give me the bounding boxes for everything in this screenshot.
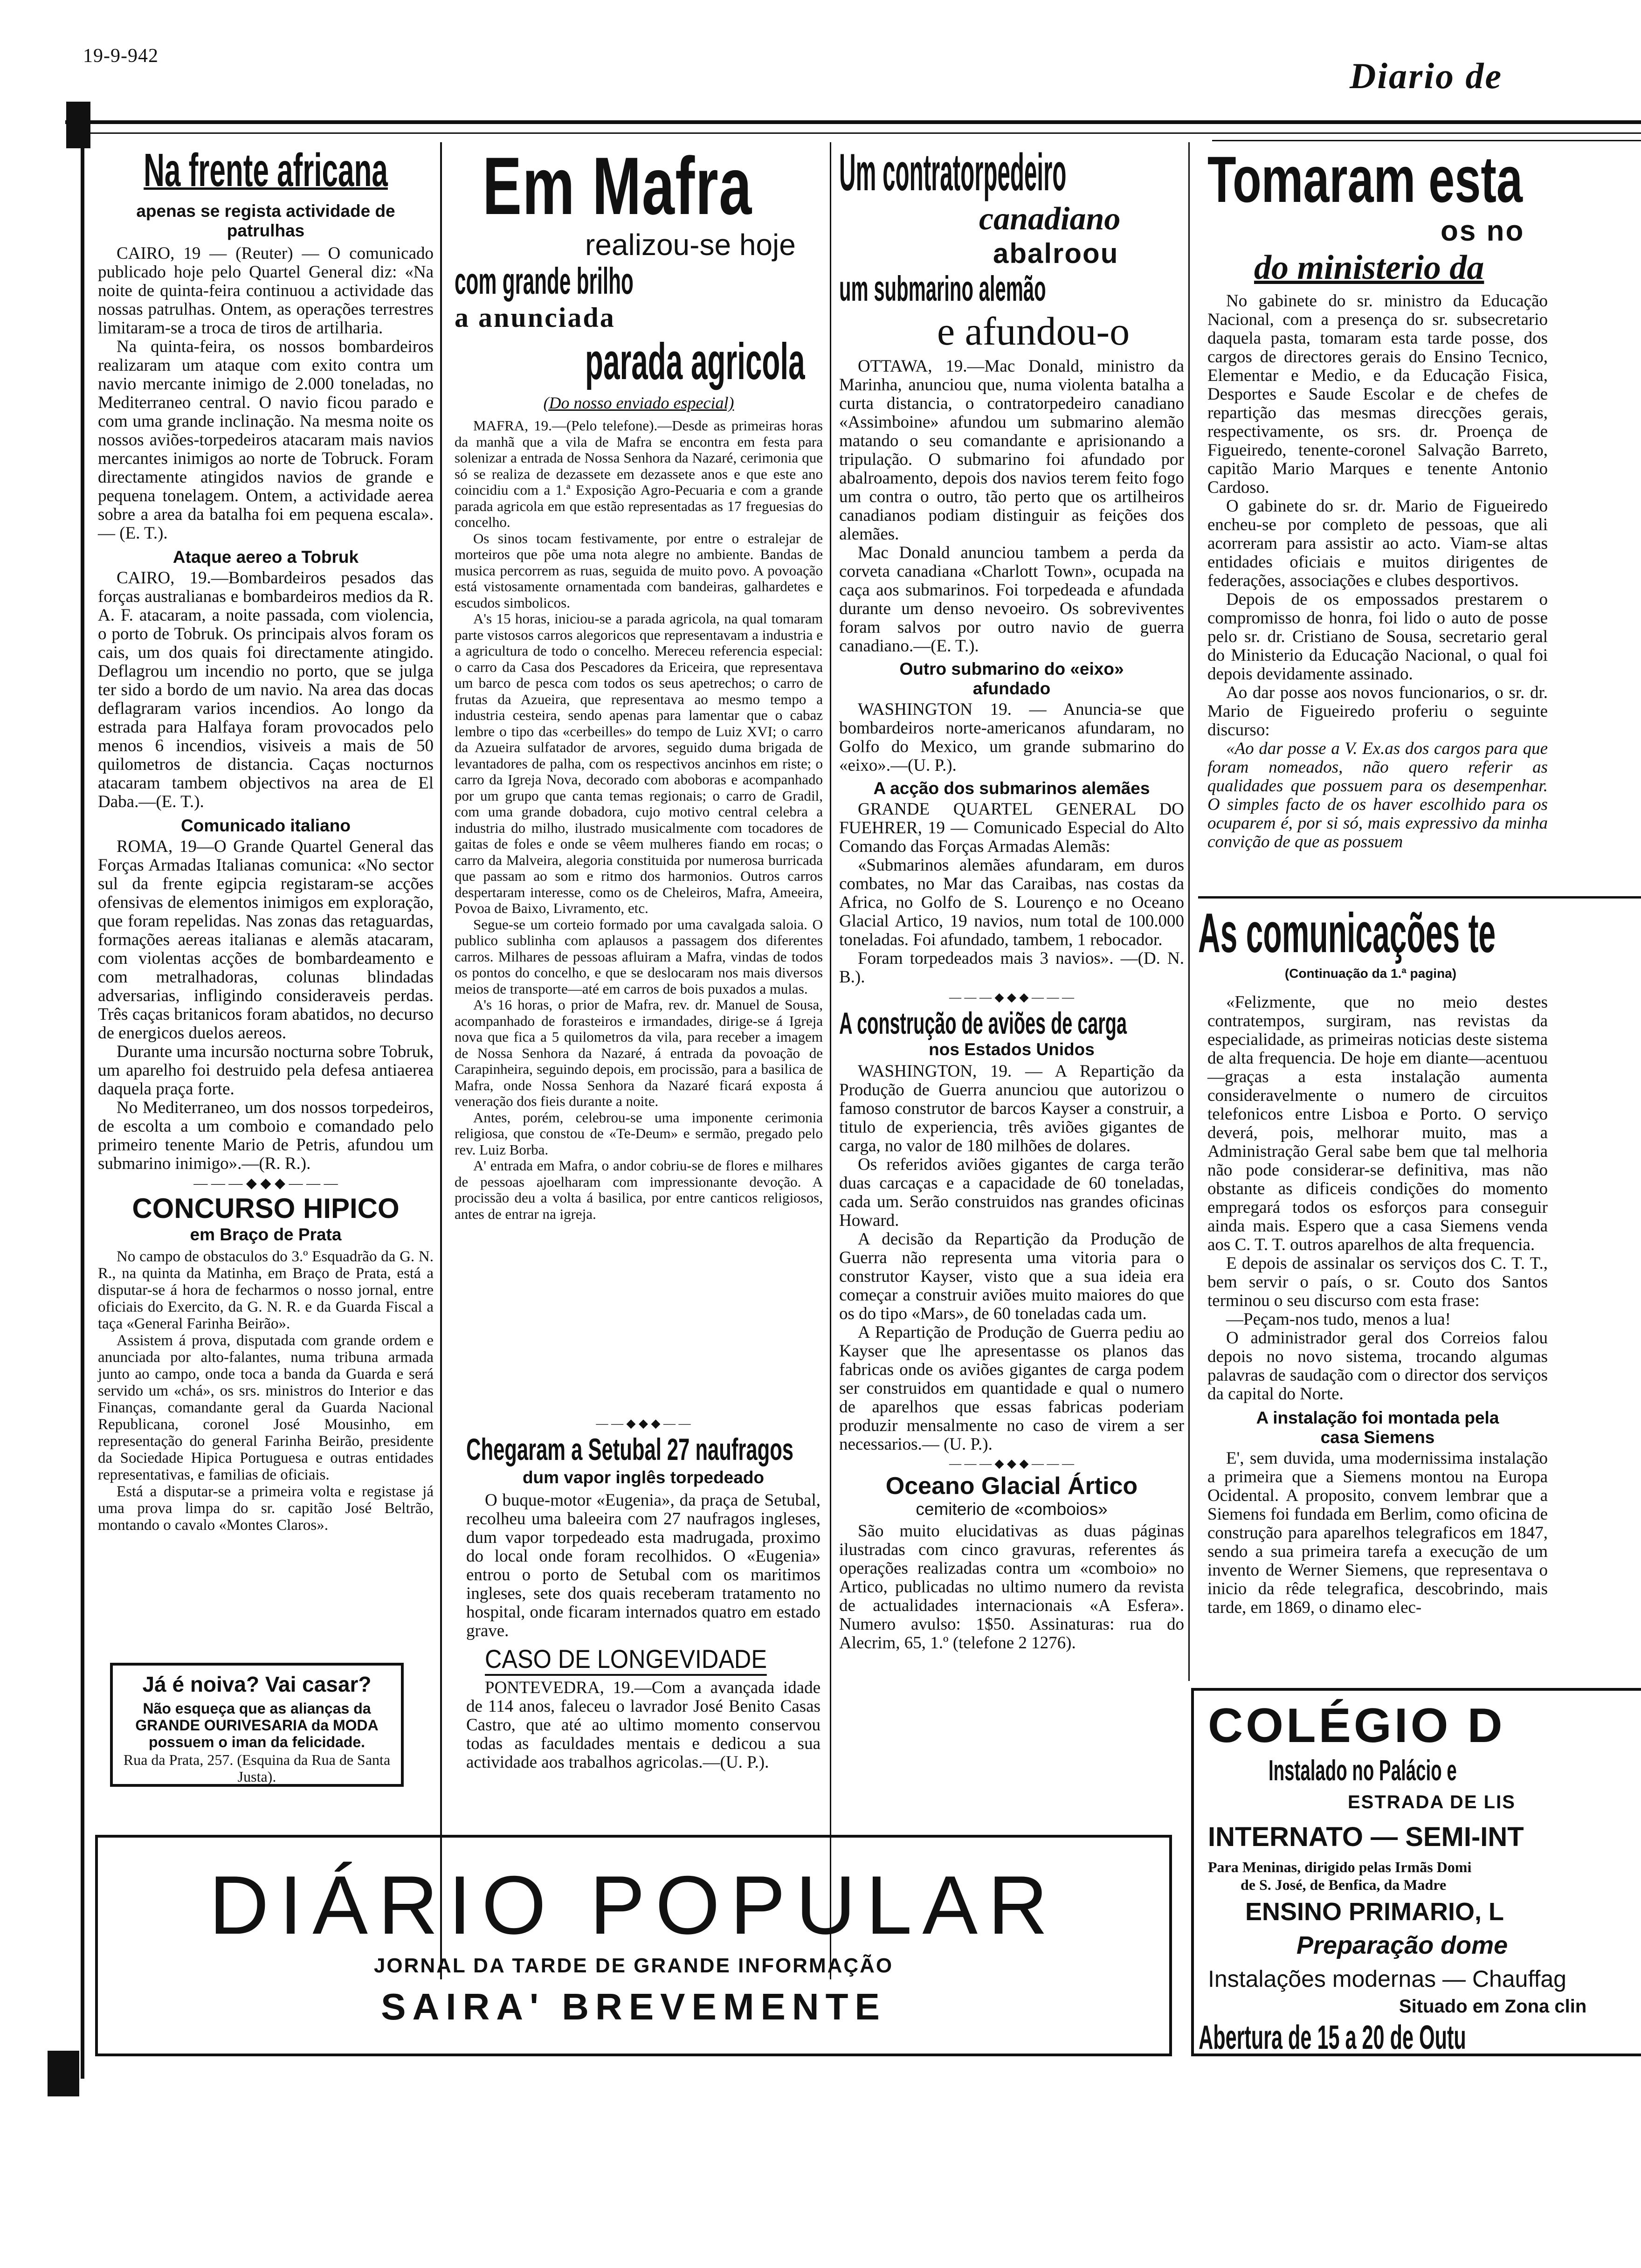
headline-longevidade: CASO DE LONGEVIDADE <box>485 1644 767 1676</box>
colegio-line-7: Preparação dome <box>1296 1931 1508 1959</box>
article-mafra: MAFRA, 19.—(Pelo telefone).—Desde as primeiras horas da manhã que a vila de Mafra se encontra em festa para solenizar a entrada de Nossa Senhora da Nazaré, cerimonia que só se realiza de dezassete em dezassete anos e que este ano coincidiu com a 1.ª Exposição Agro-Pecuaria e com a grande parada agricola em que estão representadas as 17 freguesias do concelho. Os sinos tocam festivamente, por entre o estralejar de morteiros que põe uma nota alegre no ambiente. Bandas de musica percorrem as ruas, seguida de muito povo. A povoação está vistosamente ornamentada com bandeiras, galhardetes e escudos simbolicos. A's 15 horas, iniciou-se a parada agricola, na qual tomaram parte vistosos carros alegoricos que representavam a industria e a agricultura de todo o concelho. Mereceu referencia especial: o carro da Casa dos Pescadores da Ericeira, que representava um barco de pesca com todos os seus apetrechos; o carro de frutas da Azueira, que representava ao mesmo tempo a industria cesteira, sendo apenas para lamentar que o cabaz lembre o tipo das «cerbeilles» do tempo de Luiz XVI; o carro da Azueira sulfatador de arvores, seguido duma brigada de levantadores de palha, com os respectivos ancinhos em riste; o carro da Igreja Nova, decorado com aboboras e acompanhado por um grupo que canta temas regionais; o carro de Gradil, com uma grande dobadora, cujo motivo central celebra a industria do milho, ilustrado musicalmente com tocadores de gaitas de foles e onde se vêem mulheres fiando em rocas; o carro da Malveira, alegoria constituida por numerosa burricada que passam ao som e ritmo dos harmonios. Outros carros despertaram interesse, como os de Cheleiros, Mafra, Ameeira, Povoa de Baixo, Livramento, etc. Segue-se um corteio formado por uma cavalgada saloia. O publico sublinha com aplausos a passagem dos diferentes carros. Milhares de pessoas afluiram a Mafra, vindas de todos os pontos do concelho, e que se deslocaram nos mais diversos meios de transporte—até em carros de bois puxados a mulas. A's 16 horas, o prior de Mafra, rev. dr. Manuel de Sousa, acompanhado de forasteiros e irmandades, dirige-se á Igreja nova que fica a 5 quilometros da vila, para receber a imagem de Nossa Senhora da Nazaré, á entrada da povoação de Carapinheira, seguindo depois, em procissão, para a basilica de Mafra, onde Nossa Senhora da Nazaré ficará exposta á veneração dos fieis durante a noite. Antes, porém, celebrou-se uma imponente cerimonia religiosa, que constou de «Te-Deum» e sermão, pregado pelo rev. Luiz Borba. A' entrada em Mafra, o andor cobriu-se de flores e milhares de pessoas ajoelharam com impressionante devoção. A procissão deu a volta á basilica, por entre canticos religiosos, antes de entrar na igreja. <box>455 417 823 1222</box>
colegio-line-10: Abertura de 15 a 20 de Outu <box>1199 2019 1466 2056</box>
headline-setubal: Chegaram a Setubal 27 naufragos <box>466 1432 794 1466</box>
diario-popular-title: DIÁRIO POPULAR <box>209 1859 1058 1951</box>
colegio-line-6: ENSINO PRIMARIO, L <box>1245 1898 1504 1926</box>
page-date: 19-9-942 <box>83 45 159 67</box>
article-comunicacoes: «Felizmente, que no meio destes contratempos, surgiram, nas revistas da especialidade, as primeiras noticias deste sistema de alta frequencia. De hoje em diante—acentuou—graças a esta instalação aumenta consideravelmente o numero de circuitos telefonicos entre Lisboa e Porto. O serviço deverá, pois, melhorar muito, mas a Administração Geral sabe bem que tal melhoria não pode considerar-se definitiva, mas não obstante as dificeis condições do momento empregará todos os esforços para conseguir ainda mais. Espero que a casa Siemens venda aos C. T. T. outros aparelhos de alta frequencia. E depois de assinalar os serviços dos C. T. T., bem servir o país, o sr. Couto dos Santos terminou o seu discurso com esta frase: —Peçam-nos tudo, menos a lua! O administrador geral dos Correios falou depois no novo sistema, trocando algumas palavras de saudação com o director dos serviços da capital do Norte. A instalação foi montada pela casa Siemens E', sem duvida, uma modernissima instalação a primeira que a Siemens montou na Europa Ocidental. A proposito, convem lembrar que a Siemens foi fundada em Berlim, como oficina de construção para aparelhos telegraficos em 1847, sendo a sua primeira tarefa a execução de um invento de Werner Siemens, que representava o inicio da rêde telegrafica, descobrindo, mais tarde, em 1869, o dinamo elec- <box>1207 993 1548 1617</box>
divider-ornament: — — — ◆ ◆ ◆ — — — <box>193 1175 338 1191</box>
subhead-siemens: A instalação foi montada pela casa Siemens <box>1256 1408 1499 1447</box>
headline-avioes: A construção de aviões de carga <box>839 1006 1127 1040</box>
colegio-line-5: de S. José, de Benfica, da Madre <box>1241 1876 1447 1893</box>
subhead-eixo: Outro submarino do «eixo» afundado <box>899 659 1124 698</box>
colegio-line-3: INTERNATO — SEMI-INT <box>1208 1822 1524 1852</box>
subhead-avioes: nos Estados Unidos <box>929 1040 1095 1059</box>
colegio-line-4: Para Meninas, dirigido pelas Irmãs Domi <box>1208 1859 1472 1875</box>
headline-africa: Na frente africana <box>144 144 388 196</box>
article-ottawa: OTTAWA, 19.—Mac Donald, ministro da Marinha, anunciou que, numa violenta batalha a curta distancia, o contratorpedeiro canadiano «Assimboine» afundou um submarino alemão matando o seu comandante e aprisionando a tripulação. O submarino foi afundado por abalroamento, depois dos navios terem feito fogo um contra o outro, tão perto que os artilheiros canadianos podiam distinguir as feições dos alemães. Mac Donald anunciou tambem a perda da corveta canadiana «Charlott Town», ocupada na caça aos submarinos. Foi torpedeada e afundada durante um denso nevoeiro. Os sobreviventes foram salvos por outro navio de guerra canadiano.—(E. T.). <box>839 357 1184 656</box>
subhead-submarinos-alemaes: A acção dos submarinos alemães <box>873 779 1150 798</box>
headline-mafra: Em Mafra <box>483 141 752 232</box>
article-setubal: O buque-motor «Eugenia», da praça de Setubal, recolheu uma baleeira com 27 naufragos ingleses, dum vapor torpedeado esta madrugada, proximo do local onde foram recolhidos. O «Eugenia» entrou o porto de Setubal com os maritimos ingleses, sete dos quais receberam tratamento no hospital, onde ficaram internados quatro em estado grave. <box>466 1491 820 1640</box>
article-tobruk: CAIRO, 19.—Bombardeiros pesados das forças australianas e bombardeiros medios da R. A. F. atacaram, a noite passada, com violencia, o porto de Tobruk. Os principais alvos foram os cais, um dos quais foi directamente atingido. Deflagrou um incendio no porto, que se julga ter sido a bordo de um navio. Na area das docas deflagraram varios incendios. Ao longo da estrada para Halfaya foram provocados pelo menos 6 incendios, visiveis a mais de 50 quilometros de distancia. Caças nocturnos atacaram tambem objectivos na area de El Daba.—(E. T.). <box>98 568 434 811</box>
ad-ourivesaria <box>110 1663 404 1787</box>
concurso-subhead: em Braço de Prata <box>190 1225 342 1244</box>
left-border <box>81 120 84 2079</box>
register-mark-bottom <box>48 2051 79 2096</box>
headline-afundou: e afundou-o <box>937 309 1130 353</box>
divider-ornament-2: — — ◆ ◆ ◆ — — <box>596 1417 691 1430</box>
top-rule-thin <box>82 132 1641 134</box>
colegio-line-1: Instalado no Palácio e <box>1269 1755 1457 1787</box>
subhead-tobruk: Ataque aereo a Tobruk <box>172 547 359 567</box>
column-2 <box>455 141 823 1222</box>
column-3 <box>839 145 1184 1653</box>
register-mark-top <box>66 102 90 148</box>
top-rule <box>65 120 1641 124</box>
headline-oceano: Oceano Glacial Ártico <box>885 1473 1138 1500</box>
headline-canadiano: canadiano <box>979 201 1121 237</box>
column-2-lower <box>466 1417 820 1772</box>
col-sep-1 <box>440 142 442 1979</box>
article-fuehrer: GRANDE QUARTEL GENERAL DO FUEHRER, 19 — Comunicado Especial do Alto Comando das Forças Armadas Alemãs: «Submarinos alemães afundaram, em duros combates, no Mar das Caraibas, nas costas da Africa, no Golfo de S. Lourenço e no Oceano Glacial Artico, 19 navios, num total de 100.000 toneladas. Foi afundado, tambem, 1 rebocador. Foram torpedeados mais 3 navios». —(D. N. B.). <box>839 800 1184 987</box>
article-washington: WASHINGTON 19. — Anuncia-se que bombardeiros norte-americanos afundaram, no Golfo do Mexico, um grande submarino do «eixo».—(U. P.). <box>839 700 1184 775</box>
article-italiano: ROMA, 19—O Grande Quartel General das Forças Armadas Italianas comunica: «No sector sul da frente egipcia registaram-se acções ofensivas de elementos inimigos em exploração, que foram repelidas. Nas zonas das retaguardas, formações aereas italianas e alemãs atacaram, com violentas acções de bombardeamento e com metralhadoras, colunas blindadas adversarias, infligindo consideraveis perdas. Três caças britanicos foram abatidos, no decurso de energicos duelos aereos. Durante uma incursão nocturna sobre Tobruk, um aparelho foi destruido pela defesa antiaerea daquela praça forte. No Mediterraneo, um dos nossos torpedeiros, de escolta a um comboio e comandado pelo primeiro tenente Mario de Petris, afundou um submarino inimigo».—(R. R.). <box>98 837 434 1173</box>
article-africa: CAIRO, 19 — (Reuter) — O comunicado publicado hoje pelo Quartel General diz: «Na noite de quinta-feira continuou a actividade das nossas patrulhas. Ontem, as operações terrestres limitaram-se a troca de tiros de artilharia. Na quinta-feira, os nossos bombardeiros realizaram um ataque com exito contra um navio mercante inimigo de 2.000 toneladas, no Mediterraneo central. O navio ficou parado e com uma grande inclinação. Na mesma noite os nossos aviões-torpedeiros atacaram mais navios mercantes inimigos ao norte de Tobruck. Foram directamente atingidos navios de grande e pequena tonelagem. Ontem, a actividade aerea sobre a area da batalha foi em pequena escala». — (E. T.). <box>98 244 434 543</box>
subhead-oceano: cemiterio de «comboios» <box>916 1500 1108 1519</box>
article-avioes: WASHINGTON, 19. — A Repartição da Produção de Guerra anunciou que autorizou o famoso construtor de barcos Kayser a construir, a titulo de experiencia, três aviões gigantes de carga, no valor de 180 milhões de dolares. Os referidos aviões gigantes de carga terão duas carcaças e a capacidade de 60 toneladas, cada um. Serão construidos nas grandes oficinas Howard. A decisão da Repartição da Produção de Guerra não representa uma vitoria para o construtor Kayser, visto que a sua ideia era começar a construir aviões muito maiores do que os do tipo «Mars», de 60 toneladas cada um. A Repartição de Produção de Guerra pediu ao Kayser que lhe apresentasse os planos das fabricas onde os aviões gigantes de carga podem ser construidos em quantidade e qual o numero de aparelhos que essas fabricas poderiam produzir mensalmente no caso de virem a ser necessarios.— (U. P.). <box>839 1062 1184 1454</box>
divider-ornament-4: — — — ◆ ◆ ◆ — — — <box>949 1457 1074 1470</box>
colegio-title: COLÉGIO D <box>1208 1699 1505 1753</box>
headline-comunicacoes: As comunicações te <box>1198 902 1496 964</box>
divider-ornament-3: — — — ◆ ◆ ◆ — — — <box>949 990 1074 1004</box>
subhead-continuacao: (Continuação da 1.ª pagina) <box>1284 966 1457 981</box>
headline-mafra-2: realizou-se hoje <box>585 228 796 262</box>
headline-os-no: os no <box>1441 215 1525 247</box>
article-oceano: São muito elucidativas as duas páginas ilustradas com cinco gravuras, referentes ás operações realizadas contra um «comboio» no Artico, publicadas no ultimo numero da revista de actualidades internacionais «A Esfera». Numero avulso: 1$50. Assinaturas: rua do Alecrim, 65, 1.º (telefone 2 1276). <box>839 1521 1184 1653</box>
article-posse: No gabinete do sr. ministro da Educação Nacional, com a presença do sr. subsecretario daquela pasta, tomaram esta tarde posse, dos cargos de directores gerais do Ensino Tecnico, Elementar e Medio, e da Educação Fisica, Desportes e Saude Escolar e de chefes de repartição das mesmas direcções gerais, respectivamente, os srs. dr. Proença de Figueiredo, tenente-coronel Salvação Barreto, capitão Mario Marques e tenente Antonio Cardoso. O gabinete do sr. dr. Mario de Figueiredo encheu-se por completo de pessoas, que ali acorreram para assistir ao acto. Viam-se altas entidades oficiais e muitos dirigentes de federações, associações e clubes desportivos. Depois de os empossados prestarem o compromisso de honra, foi lido o auto de posse pelo sr. dr. Cristiano de Sousa, secretario geral do Ministerio da Educação Nacional, o qual foi depois devidamente assinado. Ao dar posse aos novos funcionarios, o sr. dr. Mario de Figueiredo proferiu o seguinte discurso: «Ao dar posse a V. Ex.as dos cargos para que foram nomeados, não quero referir as qualidades que possuem para os desempenhar. O simples facto de os haver escolhido para os ocuparem é, por si só, mais expressivo da minha convição de que as possuem <box>1207 291 1548 851</box>
headline-mafra-5: parada agricola <box>585 333 805 390</box>
headline-tomaram: Tomaram esta <box>1207 145 1523 216</box>
colegio-line-2: ESTRADA DE LIS <box>1348 1792 1516 1812</box>
headline-ministerio: do ministerio da <box>1254 249 1484 287</box>
diario-popular-subtitle: JORNAL DA TARDE DE GRANDE INFORMAÇÃO <box>373 1954 894 1977</box>
column-4 <box>1198 145 1641 1683</box>
headline-abalroou: abalroou <box>993 238 1119 269</box>
diario-popular-tagline: SAIRA' BREVEMENTE <box>381 1986 886 2027</box>
ad-diario-popular <box>95 1835 1172 2056</box>
subhead-italiano: Comunicado italiano <box>181 816 351 835</box>
col-sep-2 <box>830 142 831 1979</box>
colegio-line-9: Situado em Zona clin <box>1399 1996 1587 2017</box>
headline-mafra-4: a anunciada <box>455 302 615 333</box>
masthead: Diario de <box>1350 55 1503 96</box>
concurso-title: CONCURSO HIPICO <box>132 1193 400 1224</box>
comunicacoes-rule <box>1198 896 1641 899</box>
ad-colegio <box>1191 1688 1641 2056</box>
headline-mafra-3: com grande brilho <box>455 260 634 302</box>
ad-ourivesaria-title: Já é noiva? Vai casar? <box>142 1672 372 1696</box>
ad-ourivesaria-body: Não esqueça que as alianças da GRANDE OURIVESARIA da MODA possuem o iman da felicidade. <box>135 1700 379 1750</box>
colegio-line-8: Instalações modernas — Chauffag <box>1208 1966 1566 1992</box>
col-sep-3 <box>1188 142 1190 1681</box>
byline-mafra: (Do nosso enviado especial) <box>543 394 734 412</box>
top-rule-thin-2 <box>1212 140 1641 141</box>
headline-submarino: um submarino alemão <box>839 269 1046 309</box>
ad-ourivesaria-address: Rua da Prata, 257. (Esquina da Rua de Santa Justa). <box>123 1751 391 1785</box>
subhead-setubal: dum vapor inglês torpedeado <box>522 1468 765 1487</box>
subhead-africa: apenas se regista actividade de patrulhas <box>136 201 395 240</box>
article-longevidade: PONTEVEDRA, 19.—Com a avançada idade de 114 anos, faleceu o lavrador José Benito Casas Castro, que até ao ultimo momento conservou todas as faculdades mentais e dedicou a sua actividade aos trabalhos agricolas.—(U. P.). <box>466 1678 820 1772</box>
column-1 <box>98 145 434 1534</box>
headline-contratorpedeiro: Um contratorpedeiro <box>839 143 1067 201</box>
article-concurso: No campo de obstaculos do 3.º Esquadrão da G. N. R., na quinta da Matinha, em Braço de Prata, está a disputar-se á hora de fecharmos o nosso jornal, entre oficiais do Exercito, da G. N. R. e da Guarda Fiscal a taça «General Farinha Beirão». Assistem á prova, disputada com grande ordem e anunciada por alto-falantes, numa tribuna armada junto ao campo, onde toca a banda da Guarda e será servido um «chá», os srs. ministros do Interior e das Finanças, comandante geral da Guarda Nacional Republicana, coronel José Mousinho, em representação do general Farinha Beirão, presidente da Sociedade Hipica Portuguesa e outras entidades representativas, e familias de oficiais. Está a disputar-se a primeira volta e registase já uma prova limpa do sr. capitão José Beltrão, montando o cavalo «Montes Claros». <box>98 1248 434 1534</box>
